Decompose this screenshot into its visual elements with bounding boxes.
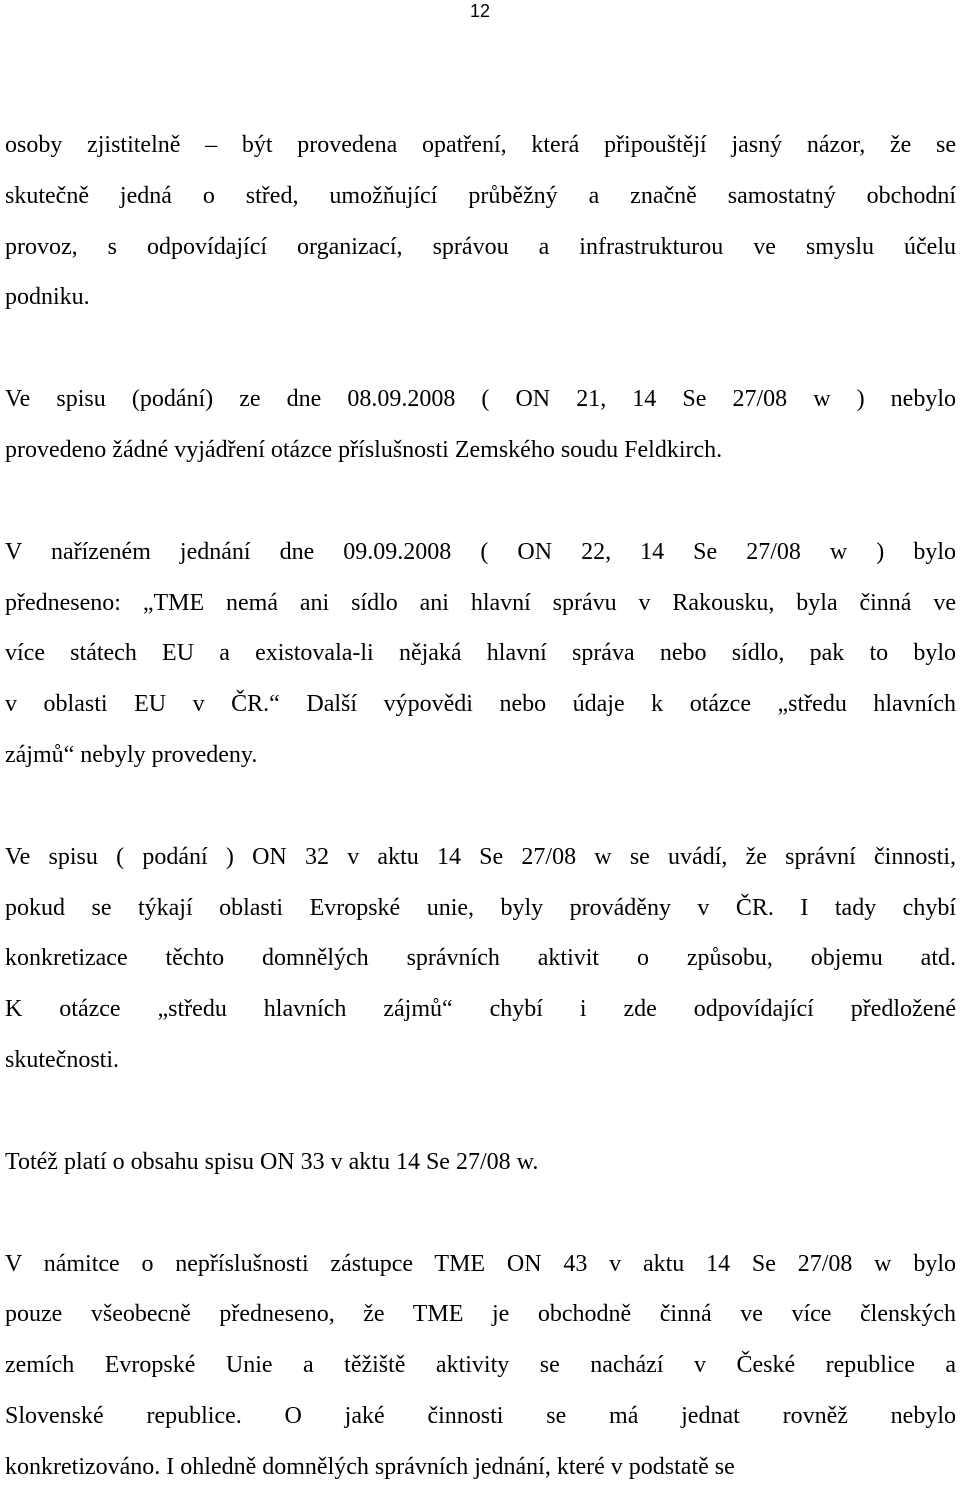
paragraph-5: [5, 1137, 956, 1188]
text-line: skutečně jedná o střed, umožňující průběžný a značně samostatný obchodní: [5, 182, 956, 209]
text-line: konkretizace těchto domnělých správních aktivit o způsobu, objemu atd.: [5, 945, 956, 972]
text-line: zemích Evropské Unie a těžiště aktivity se nachází v České republice a: [5, 1352, 956, 1379]
paragraph-1: [5, 120, 956, 323]
paragraph-6: [5, 1239, 956, 1493]
text-line: skutečnosti.: [5, 1046, 119, 1073]
paragraph-2: [5, 374, 956, 476]
text-line: zájmů“ nebyly provedeny.: [5, 741, 258, 768]
text-line: konkretizováno. I ohledně domnělých správních jednání, které v podstatě se: [5, 1453, 735, 1480]
text-line: K otázce „středu hlavních zájmů“ chybí i zde odpovídající předložené: [5, 996, 956, 1023]
text-line: V nařízeném jednání dne 09.09.2008 ( ON 22, 14 Se 27/08 w ) bylo: [5, 538, 956, 565]
text-line: více státech EU a existovala-li nějaká hlavní správa nebo sídlo, pak to bylo: [5, 640, 956, 667]
text-line: Ve spisu ( podání ) ON 32 v aktu 14 Se 27/08 w se uvádí, že správní činnosti,: [5, 843, 956, 870]
text-line: pokud se týkají oblasti Evropské unie, byly prováděny v ČR. I tady chybí: [5, 894, 956, 921]
paragraph-4: [5, 832, 956, 1086]
document-body: [5, 120, 956, 1493]
text-line: V námitce o nepříslušnosti zástupce TME ON 43 v aktu 14 Se 27/08 w bylo: [5, 1250, 956, 1277]
text-line: pouze všeobecně předneseno, že TME je obchodně činná ve více členských: [5, 1301, 956, 1328]
text-line: osoby zjistitelně – být provedena opatření, která připouštějí jasný názor, že se: [5, 132, 956, 158]
paragraph-3: [5, 527, 956, 781]
text-line: Slovenské republice. O jaké činnosti se má jednat rovněž nebylo: [5, 1402, 956, 1429]
text-line: v oblasti EU v ČR.“ Další výpovědi nebo údaje k otázce „středu hlavních: [5, 691, 956, 718]
text-line: předneseno: „TME nemá ani sídlo ani hlavní správu v Rakousku, byla činná ve: [5, 589, 956, 616]
page-number: 12: [469, 1, 491, 21]
text-line: provedeno žádné vyjádření otázce příslušnosti Zemského soudu Feldkirch.: [5, 436, 723, 463]
text-line: podniku.: [5, 284, 90, 311]
text-line: Ve spisu (podání) ze dne 08.09.2008 ( ON 21, 14 Se 27/08 w ) nebylo: [5, 386, 956, 413]
text-line: Totéž platí o obsahu spisu ON 33 v aktu 14 Se 27/08 w.: [5, 1148, 539, 1175]
text-line: provoz, s odpovídající organizací, správou a infrastrukturou ve smyslu účelu: [5, 233, 956, 260]
